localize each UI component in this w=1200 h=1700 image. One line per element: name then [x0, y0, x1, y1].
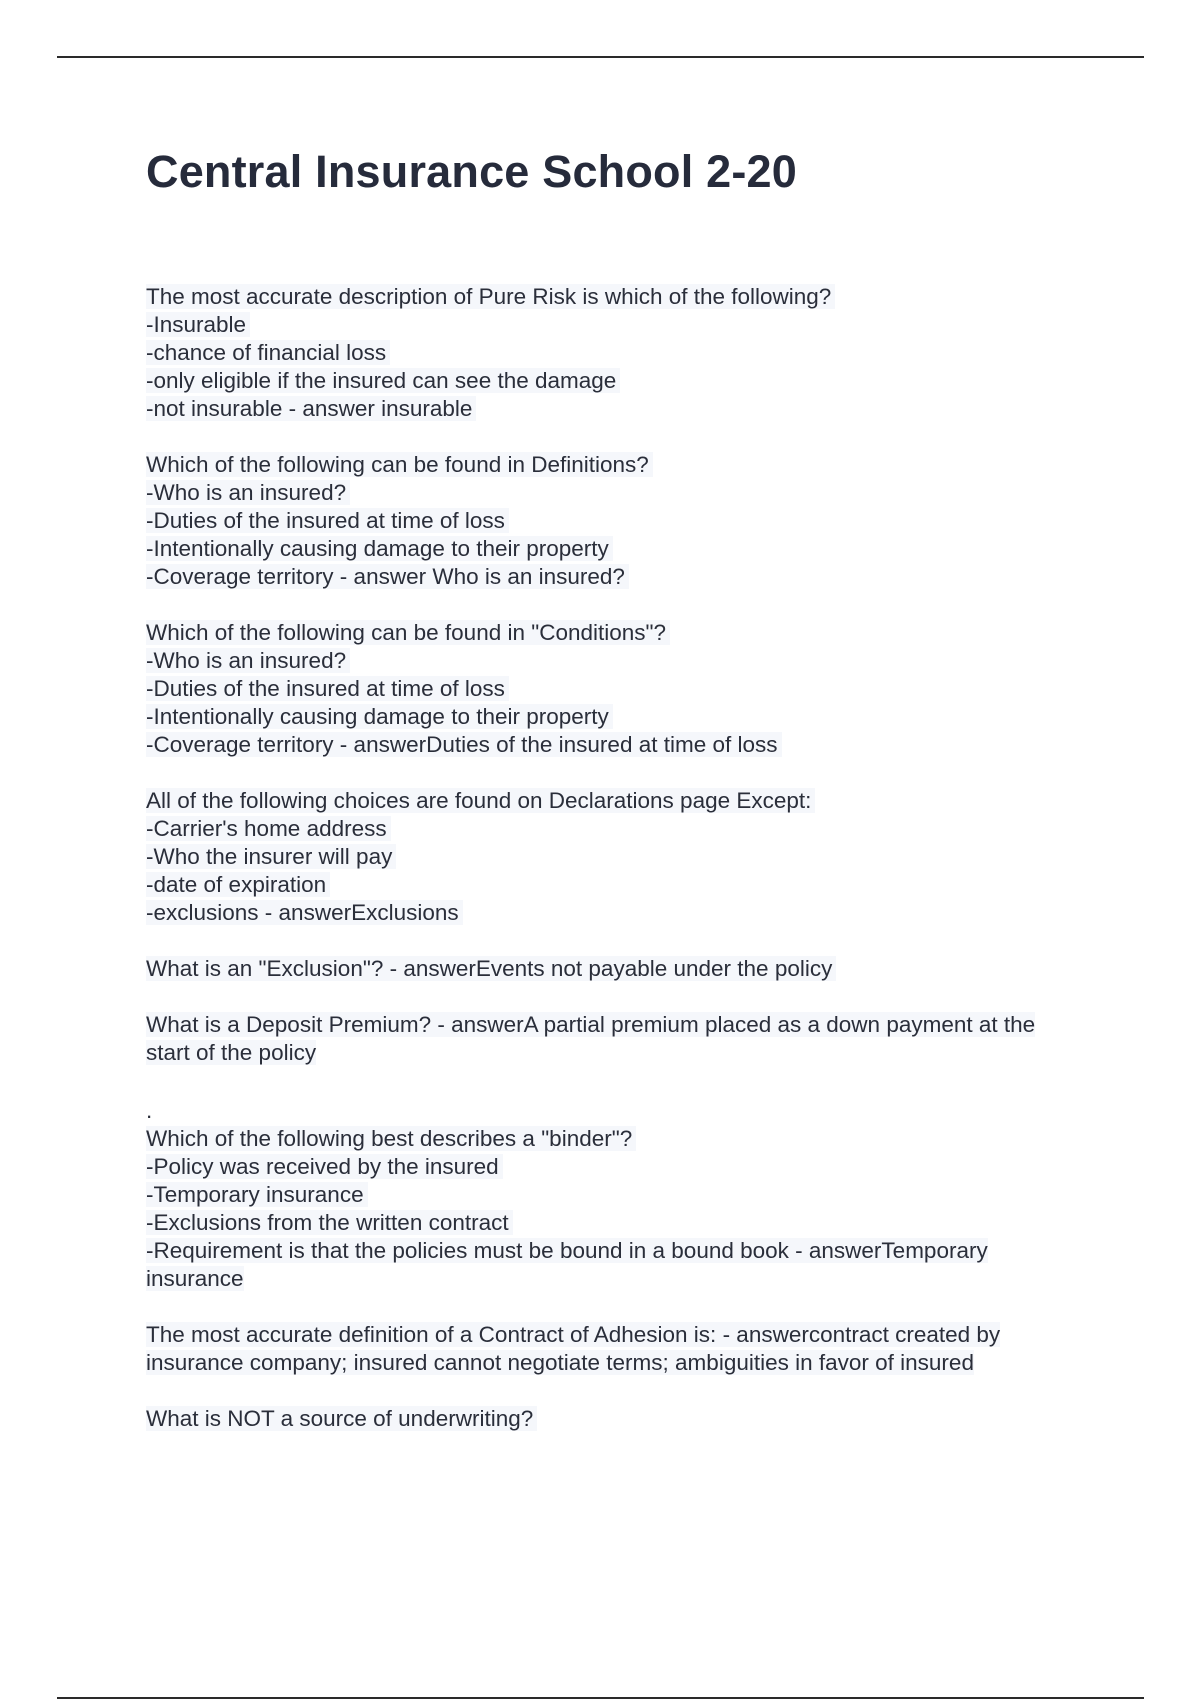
qa-block-declarations — [146, 787, 1076, 927]
answer-option: -Carrier's home address — [146, 815, 1076, 843]
page-title: Central Insurance School 2-20 — [146, 146, 798, 197]
answer-option: -only eligible if the insured can see the damage — [146, 367, 1076, 395]
qa-block-deposit-premium — [146, 1011, 1076, 1067]
answer-option: -Insurable — [146, 311, 1076, 339]
question-text: Which of the following best describes a "binder"? — [146, 1125, 1076, 1153]
bottom-divider — [57, 1697, 1144, 1699]
answer-option: -not insurable - answer insurable — [146, 395, 1076, 423]
qa-block-conditions — [146, 619, 1076, 759]
answer-option: -exclusions - answerExclusions — [146, 899, 1076, 927]
answer-option: -Intentionally causing damage to their property — [146, 535, 1076, 563]
answer-option: -Who is an insured? — [146, 647, 1076, 675]
answer-option: -chance of financial loss — [146, 339, 1076, 367]
qa-block-definitions — [146, 451, 1076, 591]
top-divider — [57, 56, 1144, 58]
question-text: The most accurate definition of a Contract of Adhesion is: - answercontract created by insurance company; insured cannot negotiate terms; ambiguities in favor of insured — [146, 1322, 1001, 1375]
answer-option: -Who is an insured? — [146, 479, 1076, 507]
question-text: What is a Deposit Premium? - answerA partial premium placed as a down payment at the start of the policy — [146, 1012, 1036, 1065]
answer-option: -date of expiration — [146, 871, 1076, 899]
question-text: What is NOT a source of underwriting? — [146, 1405, 1076, 1433]
answer-option: -Intentionally causing damage to their property — [146, 703, 1076, 731]
question-text: The most accurate description of Pure Risk is which of the following? — [146, 283, 1076, 311]
answer-option: -Coverage territory - answer Who is an insured? — [146, 563, 1076, 591]
answer-option: -Requirement is that the policies must be bound in a bound book - answerTemporary insurance — [146, 1238, 988, 1291]
separator-dot: . — [146, 1098, 153, 1123]
qa-block-contract-of-adhesion — [146, 1321, 1076, 1377]
qa-block-exclusion — [146, 955, 1076, 983]
question-text: All of the following choices are found on Declarations page Except: — [146, 787, 1076, 815]
qa-block-binder — [146, 1097, 1076, 1293]
question-text: Which of the following can be found in "Conditions"? — [146, 619, 1076, 647]
answer-option: -Coverage territory - answerDuties of the insured at time of loss — [146, 731, 1076, 759]
answer-option: -Who the insurer will pay — [146, 843, 1076, 871]
qa-block-underwriting — [146, 1405, 1076, 1433]
answer-option: -Exclusions from the written contract — [146, 1209, 1076, 1237]
answer-option: -Temporary insurance — [146, 1181, 1076, 1209]
question-text: What is an "Exclusion"? - answerEvents not payable under the policy — [146, 955, 1076, 983]
answer-option: -Policy was received by the insured — [146, 1153, 1076, 1181]
question-text: Which of the following can be found in Definitions? — [146, 451, 1076, 479]
answer-option: -Duties of the insured at time of loss — [146, 507, 1076, 535]
qa-block-pure-risk — [146, 283, 1076, 423]
document-body — [146, 283, 1076, 1461]
answer-option: -Duties of the insured at time of loss — [146, 675, 1076, 703]
